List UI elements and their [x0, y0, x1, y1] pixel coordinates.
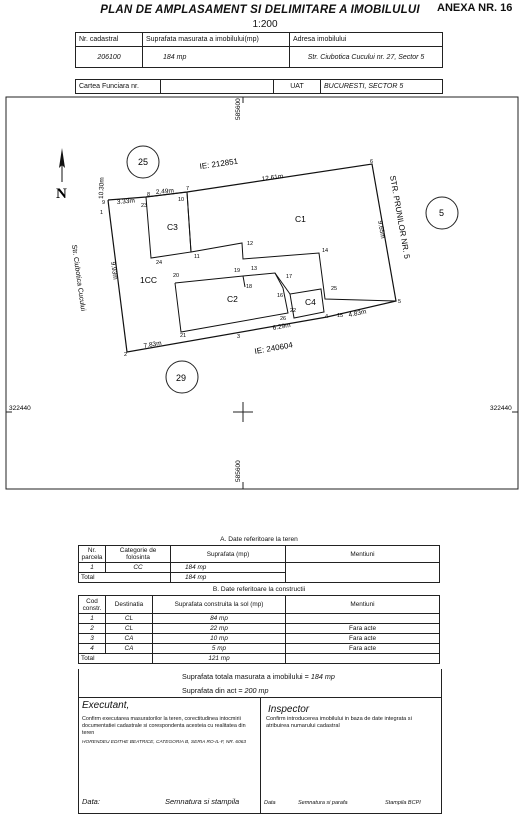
cell-ment: Fara acte [286, 644, 440, 654]
adresa-label: Adresa imobilului [290, 33, 443, 47]
table-row [79, 614, 440, 624]
section-a-title: A. Date referitoare la teren [220, 536, 298, 543]
section-b-table [78, 595, 440, 664]
suprafata-value: 184 mp [143, 47, 290, 68]
signature-divider [260, 697, 261, 813]
point-24: 24 [156, 260, 163, 266]
point-25: 25 [331, 286, 338, 292]
point-18: 18 [246, 284, 253, 290]
col-suprafata-constr: Suprafata construita la sol (mp) [153, 596, 286, 614]
point-9: 9 [102, 200, 106, 206]
dim-2-49: 2.49m [155, 187, 175, 196]
coord-right: 322440 [490, 405, 512, 412]
point-19: 19 [234, 268, 241, 274]
col-categorie: Categorie de folosinta [106, 546, 171, 563]
point-4: 4 [325, 314, 329, 320]
cell-cod: 3 [79, 634, 106, 644]
point-13: 13 [251, 266, 258, 272]
dim-7-83: 7.83m [143, 339, 163, 350]
building-c4-label: C4 [305, 297, 316, 307]
dim-12-61: 12.61m [261, 173, 284, 183]
north-label: N [56, 186, 67, 202]
point-5: 5 [398, 299, 402, 305]
building-c2-label: C2 [227, 294, 238, 304]
plan-scale: 1:200 [252, 19, 278, 30]
summary-act-value: 200 mp [244, 686, 269, 695]
point-2: 2 [124, 352, 128, 358]
point-7: 7 [186, 186, 190, 192]
point-23: 23 [141, 203, 148, 209]
cell-supr: 84 mp [153, 614, 286, 624]
coord-bottom: 585600 [235, 460, 242, 482]
annex-number: ANEXA NR. 16 [437, 2, 513, 14]
nr-cadastral-label: Nr. cadastral [76, 33, 143, 47]
cell-ment: Fara acte [286, 634, 440, 644]
table-total-row [79, 654, 440, 664]
neighbor-29-label: 29 [176, 373, 187, 383]
total-value: 121 mp [153, 654, 286, 664]
point-20: 20 [173, 273, 180, 279]
coord-left: 322440 [9, 405, 31, 412]
building-c1-label: C1 [295, 214, 306, 224]
total-value: 184 mp [171, 573, 286, 583]
executant-name: HORENDEU EDITHE BEATRICE, CATEGORIA B, SERIA RO-IL-F, NR. 6063 [82, 740, 247, 745]
inspector-data-label: Data [264, 800, 276, 806]
total-label: Total [79, 573, 171, 583]
summary-masurata [182, 672, 335, 681]
inspector-title: Inspector [268, 704, 310, 715]
cell-cod: 1 [79, 614, 106, 624]
total-label: Total [79, 654, 153, 664]
point-11: 11 [194, 254, 200, 260]
executant-text: Confirm executarea masuratorilor la teren, corectitudinea intocmirii documentatiei cadastrale si corespondenta acesteia cu realitatea din teren [82, 716, 246, 736]
point-12: 12 [247, 241, 254, 247]
cell-nr: 1 [79, 563, 106, 573]
uat-value: BUCURESTI, SECTOR 5 [321, 80, 443, 94]
cell-supr: 22 mp [153, 624, 286, 634]
coord-top: 585600 [235, 98, 242, 120]
neighbor-5-label: 5 [439, 208, 445, 218]
col-parcela: Nr. parcela [79, 546, 106, 563]
dim-9-65: 9.65m [376, 220, 387, 240]
table-row [79, 634, 440, 644]
dim-6-29: 6.29m [272, 321, 292, 332]
point-14: 14 [322, 248, 329, 254]
col-destinatia: Destinatia [106, 596, 153, 614]
point-17: 17 [286, 274, 293, 280]
carte-funciara-label: Cartea Funciara nr. [76, 80, 161, 94]
col-cod: Cod constr. [79, 596, 106, 614]
point-16: 16 [277, 293, 284, 299]
col-mentiuni-b: Mentiuni [286, 596, 440, 614]
cell-ment: Fara acte [286, 624, 440, 634]
ie-top-label: IE: 212851 [199, 156, 239, 171]
executant-sign-label: Semnatura si stampila [165, 797, 240, 806]
dim-4-83: 4.83m [347, 308, 368, 319]
c1-outline [187, 192, 396, 301]
uat-label: UAT [274, 80, 321, 94]
cell-supr: 10 mp [153, 634, 286, 644]
cell-dest: CA [106, 634, 153, 644]
point-1: 1 [100, 210, 104, 216]
point-3: 3 [237, 334, 241, 340]
dim-9-93: 9.93m [109, 261, 119, 281]
nr-cadastral-value: 206100 [76, 47, 143, 68]
neighbor-25-label: 25 [138, 157, 149, 167]
summary-masurata-value: 184 mp [310, 672, 335, 681]
dim-10-30: 10.30m [98, 177, 106, 200]
table-row [79, 644, 440, 654]
section-a-table [78, 545, 440, 583]
document-title: PLAN DE AMPLASAMENT SI DELIMITARE A IMOBILULUI [100, 4, 420, 16]
table-row [79, 624, 440, 634]
suprafata-label: Suprafata masurata a imobilului(mp) [143, 33, 290, 47]
executant-data-label: Data: [82, 797, 100, 806]
ie-bottom-label: IE: 240604 [253, 340, 294, 356]
col-suprafata: Suprafata (mp) [171, 546, 286, 563]
cell-dest: CA [106, 644, 153, 654]
inspector-sign-label: Semnatura si parafa [298, 800, 348, 806]
street-right-label: STR. PRUNILOR NR. 5 [388, 174, 412, 260]
point-26: 26 [280, 316, 287, 322]
dim-3-33: 3.33m [116, 197, 136, 206]
point-8: 8 [147, 192, 151, 198]
inspector-stamp-label: Stampila BCPI [385, 800, 421, 806]
adresa-value: Str. Ciubotica Cucului nr. 27, Sector 5 [290, 47, 443, 68]
col-mentiuni: Mentiuni [286, 546, 440, 563]
inspector-text: Confirm introducerea imobilului in baza de date integrata si atribuirea numarului cadastral [266, 716, 412, 729]
cell-dest: CL [106, 614, 153, 624]
point-21: 21 [180, 333, 187, 339]
cell-ment [286, 614, 440, 624]
building-1cc-label: 1CC [140, 275, 158, 285]
point-15: 15 [337, 313, 344, 319]
section-b-title: B. Date referitoare la constructii [212, 586, 306, 593]
cell-dest: CL [106, 624, 153, 634]
building-c3-label: C3 [167, 222, 178, 232]
north-arrow-icon [59, 148, 65, 182]
cell-cat: CC [106, 563, 171, 573]
point-10: 10 [178, 197, 185, 203]
summary-masurata-label: Suprafata totala masurata a imobilului = [182, 672, 309, 681]
summary-act-label: Suprafata din act = [182, 686, 243, 695]
cell-cod: 2 [79, 624, 106, 634]
cell-ment [286, 563, 440, 583]
summary-act [182, 686, 269, 695]
cell-cod: 4 [79, 644, 106, 654]
street-left-label: Str. Ciubotica Cucului [70, 244, 87, 312]
cell-supr: 5 mp [153, 644, 286, 654]
point-22: 22 [290, 308, 297, 314]
cell-supr: 184 mp [171, 563, 286, 573]
executant-title: Executant, [82, 700, 130, 711]
c2-inner-line [243, 276, 245, 287]
point-6: 6 [370, 159, 374, 165]
table-row [79, 563, 440, 573]
